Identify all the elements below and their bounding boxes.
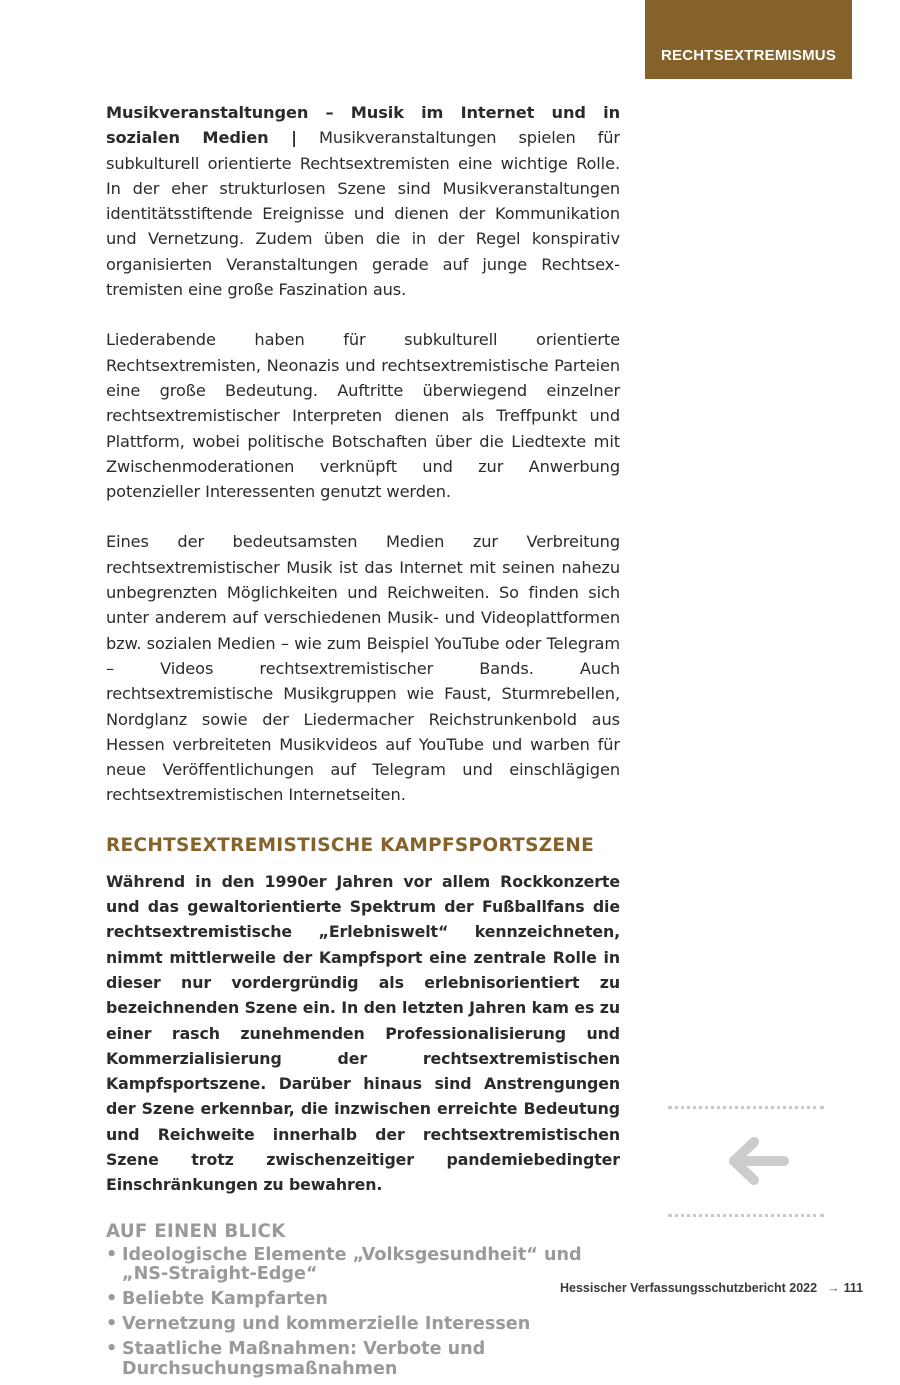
at-a-glance-item[interactable]	[106, 1315, 606, 1335]
at-a-glance-list	[106, 1246, 606, 1380]
at-a-glance-item-label: Beliebte Kampfarten	[122, 1289, 328, 1310]
arrow-right-icon: →	[827, 1281, 840, 1295]
at-a-glance-item[interactable]	[106, 1246, 606, 1285]
section-label: RECHTSEXTREMISMUS	[660, 47, 837, 64]
bullet-icon: •	[106, 1244, 118, 1265]
page-footer	[560, 1281, 864, 1295]
bullet-icon: •	[106, 1289, 118, 1310]
at-a-glance-box	[106, 1220, 620, 1380]
at-a-glance-title: AUF EINEN BLICK	[106, 1220, 286, 1242]
bullet-icon: •	[106, 1314, 118, 1335]
paragraph-text: Liederabende haben für subkulturell orientierte Rechtsextremisten, Neonazis und rechtsextremistische Parteien eine große Bedeutung. Auftritte überwiegend einzelner rechtsextremistischer Interpreten dienen als Treffpunkt und Plattform, wobei politische Botschaften über die Liedtexte mit Zwischenmoderationen verknüpft und zur Anwerbung potenzieller Interessenten genutzt werden.	[106, 330, 620, 502]
paragraph-text: Eines der bedeutsamsten Medien zur Verbreitung rechtsextremistischer Musik ist das Internet mit seinen nahezu unbegrenzten Möglichkeiten und Reichweiten. So finden sich unter anderem auf verschiedenen Musik- und Videoplattformen bzw. sozialen Medien – wie zum Beispiel YouTube oder Telegram – Videos rechtsextremistischer Bands. Auch rechtsextremistische Musikgruppen wie Faust, Sturmrebellen, Nordglanz sowie der Liedermacher Reichstrunkenbold aus Hessen verbreiteten Musikvideos auf YouTube und warben für neue Veröffentlichungen auf Telegram und einschlägigen rechtsextremistischen Internetseiten.	[106, 532, 620, 805]
paragraph-song-evenings	[106, 327, 620, 504]
paragraph-internet	[106, 529, 620, 807]
arrow-left-icon[interactable]	[726, 1136, 790, 1186]
at-a-glance-item-label: Ideologische Elemente „Volksgesundheit“ und „NS-Straight-Edge“	[122, 1244, 582, 1285]
section-tab	[645, 0, 852, 79]
at-a-glance-item-label: Vernetzung und kommerzielle Interessen	[122, 1314, 531, 1335]
dotted-divider-bottom	[668, 1214, 824, 1217]
bullet-icon: •	[106, 1339, 118, 1360]
section-intro: Während in den 1990er Jahren vor allem Rockkonzerte und das gewaltorientierte Spektrum der Fußballfans die rechtsextremistische „Erlebniswelt“ kennzeichneten, nimmt mittlerweile der Kampfsport eine zentrale Rolle in dieser nur vordergründig als erlebnisorientiert zu bezeichnenden Szene ein. In den letzten Jahren kam es zu einer rasch zunehmenden Professionalisierung und Kommerzialisierung der rechtsextremistischen Kampfsportszene. Darüber hinaus sind Anstrengungen der Szene erkennbar, die inzwischen erreichte Bedeutung und Reichweite innerhalb der rechtsextremistischen Szene trotz zwischenzeitiger pandemiebedingter Einschränkungen zu bewahren.	[106, 871, 620, 1195]
dotted-divider-top	[668, 1106, 824, 1109]
paragraph-music-events	[106, 100, 620, 302]
main-content	[106, 100, 620, 1385]
section-heading: RECHTSEXTREMISTISCHE KAMPFSPORTSZENE	[106, 834, 595, 856]
at-a-glance-item[interactable]	[106, 1290, 606, 1310]
at-a-glance-item-label: Staatliche Maßnahmen: Verbote und Durchsuchungsmaßnahmen	[122, 1339, 486, 1379]
page-number: 111	[843, 1281, 864, 1295]
paragraph-text: Musikveranstaltungen spielen für subkulturell orientierte Rechtsextremisten eine wichtige Rolle. In der eher strukturlosen Szene sind Musikveranstaltungen identitätsstiftende Ereignisse und dienen der Kommunikation und Vernetzung. Zudem üben die in der Regel konspirativ organisierten Veranstaltungen gerade auf junge Rechtsextremisten eine große Faszination aus.	[106, 128, 620, 300]
at-a-glance-item[interactable]	[106, 1340, 606, 1379]
paragraph-lead: Musikveranstaltungen – Musik im Internet und in sozialen Medien |	[106, 103, 620, 148]
publication-title: Hessischer Verfassungsschutzbericht 2022	[560, 1281, 818, 1295]
